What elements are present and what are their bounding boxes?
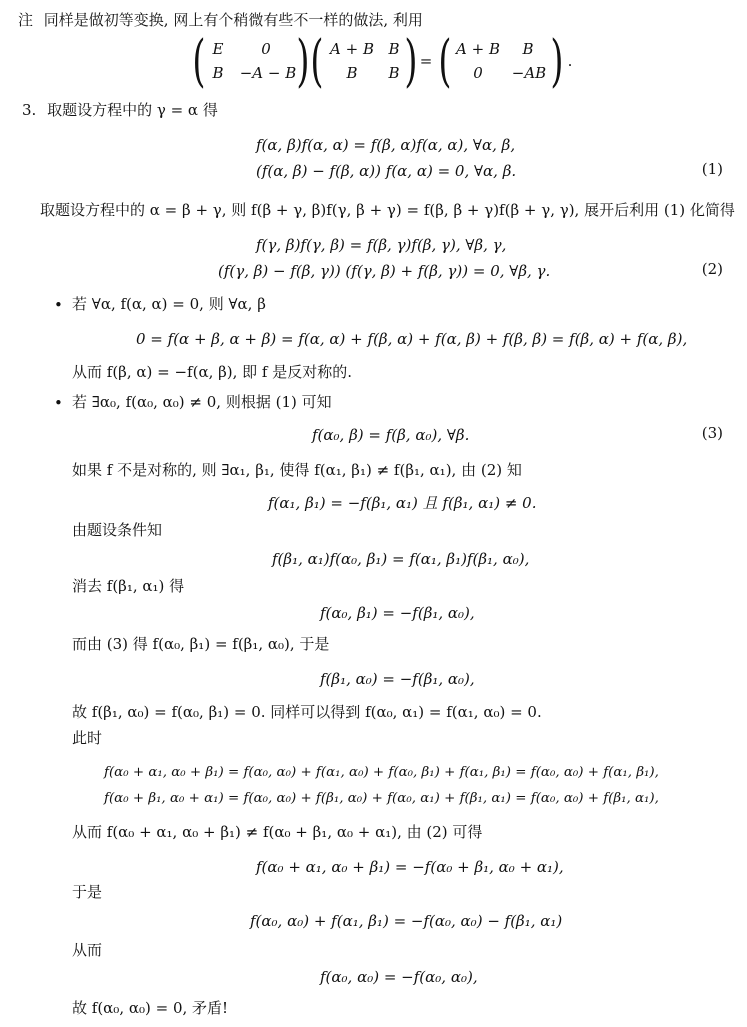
thus-equation: f(α₀, α₀) + f(α₁, β₁) = −f(α₀, α₀) − f(β₁, α₁) — [250, 912, 563, 930]
hence-text: 从而 — [72, 941, 103, 959]
now-text: 此时 — [72, 729, 103, 747]
by3-equation: f(β₁, α₀) = −f(β₁, α₀), — [320, 670, 475, 688]
note-label: 注 — [18, 11, 34, 29]
bullet-2-text: 若 ∃α₀, f(α₀, α₀) ≠ 0, 则根据 (1) 可知 — [72, 393, 332, 411]
matrix3-r2c2: −AB — [511, 64, 547, 82]
cancel-equation: f(α₀, β₁) = −f(β₁, α₀), — [320, 604, 475, 622]
inequality-text: 从而 f(α₀ + α₁, α₀ + β₁) ≠ f(α₀ + β₁, α₀ + α₁), 由 (2) 可得 — [72, 823, 483, 841]
condition-equation: f(β₁, α₁)f(α₀, β₁) = f(α₁, β₁)f(β₁, α₀), — [272, 550, 530, 568]
case-text: 如果 f 不是对称的, 则 ∃α₁, β₁, 使得 f(α₁, β₁) ≠ f(β₁, α₁), 由 (2) 知 — [72, 461, 522, 479]
note-text: 同样是做初等变换, 网上有个稍微有些不一样的做法, 利用 — [43, 11, 423, 29]
matrix3-r1c1: A + B — [456, 40, 500, 58]
matrix2-r1c2: B — [388, 40, 400, 58]
right-paren-icon: ) — [550, 29, 564, 94]
equation-2b: (f(γ, β) − f(β, γ)) (f(γ, β) + f(β, γ)) = 0, ∀β, γ. — [218, 262, 551, 280]
case-equation: f(α₁, β₁) = −f(β₁, α₁) 且 f(β₁, α₁) ≠ 0. — [268, 494, 537, 512]
final-text: 故 f(α₀, α₀) = 0, 矛盾! — [72, 999, 229, 1017]
right-paren-icon: ) — [404, 29, 418, 94]
bullet-1-conclusion: 从而 f(β, α) = −f(α, β), 即 f 是反对称的. — [72, 363, 353, 381]
matrix-equation — [0, 29, 747, 94]
equation-1b: (f(α, β) − f(β, α)) f(α, α) = 0, ∀α, β. — [256, 162, 517, 180]
equation-1a: f(α, β)f(α, α) = f(β, α)f(α, α), ∀α, β, — [256, 136, 516, 154]
matrix2-r2c2: B — [388, 64, 400, 82]
matrix2-r2c1: B — [346, 64, 358, 82]
matrix1-r2c1: B — [212, 64, 224, 82]
so-text: 故 f(β₁, α₀) = f(α₀, β₁) = 0. 同样可以得到 f(α₀, α₁) = f(α₁, α₀) = 0. — [72, 703, 542, 721]
equation-tag-2: (2) — [701, 260, 723, 278]
equation-tag-3: (3) — [701, 424, 723, 442]
paragraph-2: 取题设方程中的 α = β + γ, 则 f(β + γ, β)f(γ, β + γ) = f(β, β + γ)f(β + γ, γ), 展开后利用 (1) 化简得 — [40, 201, 735, 219]
big-equation-1: f(α₀ + α₁, α₀ + β₁) = f(α₀, α₀) + f(α₁, α₀) + f(α₀, β₁) + f(α₁, β₁) = f(α₀, α₀) + f(α₁, β₁), — [104, 765, 659, 780]
inequality-equation: f(α₀ + α₁, α₀ + β₁) = −f(α₀ + β₁, α₀ + α₁), — [256, 858, 564, 876]
thus-text: 于是 — [72, 883, 103, 901]
big-equation-2: f(α₀ + β₁, α₀ + α₁) = f(α₀, α₀) + f(β₁, α₀) + f(α₀, α₁) + f(β₁, α₁) = f(α₀, α₀) + f(β₁, α₁), — [104, 791, 659, 806]
note-line — [18, 10, 423, 30]
problem-intro — [22, 100, 218, 120]
bullet-1-equation: 0 = f(α + β, α + β) = f(α, α) + f(β, α) + f(α, β) + f(β, β) = f(β, α) + f(α, β), — [136, 330, 688, 348]
left-paren-icon: ( — [310, 29, 324, 94]
matrix3-r2c1: 0 — [473, 64, 483, 82]
left-paren-icon: ( — [438, 29, 452, 94]
bullet-icon: • — [54, 394, 63, 412]
matrix2-r1c1: A + B — [330, 40, 374, 58]
condition-text: 由题设条件知 — [72, 521, 163, 539]
cancel-text: 消去 f(β₁, α₁) 得 — [72, 577, 185, 595]
matrix-trail: . — [567, 52, 573, 70]
matrix1-r1c1: E — [212, 40, 224, 58]
right-paren-icon: ) — [296, 29, 310, 94]
bullet-icon: • — [54, 296, 63, 314]
left-paren-icon: ( — [192, 29, 206, 94]
problem-number: 3. — [22, 101, 37, 119]
by3-text: 而由 (3) 得 f(α₀, β₁) = f(β₁, α₀), 于是 — [72, 635, 330, 653]
equation-tag-1: (1) — [701, 160, 723, 178]
hence-equation: f(α₀, α₀) = −f(α₀, α₀), — [320, 968, 478, 986]
bullet-1-text: 若 ∀α, f(α, α) = 0, 则 ∀α, β — [72, 295, 266, 313]
equation-3: f(α₀, β) = f(β, α₀), ∀β. — [312, 426, 470, 444]
matrix1-r2c2: −A − B — [239, 64, 297, 82]
equals-sign: = — [419, 52, 433, 70]
matrix3-r1c2: B — [522, 40, 534, 58]
problem-intro-text: 取题设方程中的 γ = α 得 — [47, 101, 218, 119]
equation-2a: f(γ, β)f(γ, β) = f(β, γ)f(β, γ), ∀β, γ, — [256, 236, 507, 254]
matrix1-r1c2: 0 — [261, 40, 271, 58]
